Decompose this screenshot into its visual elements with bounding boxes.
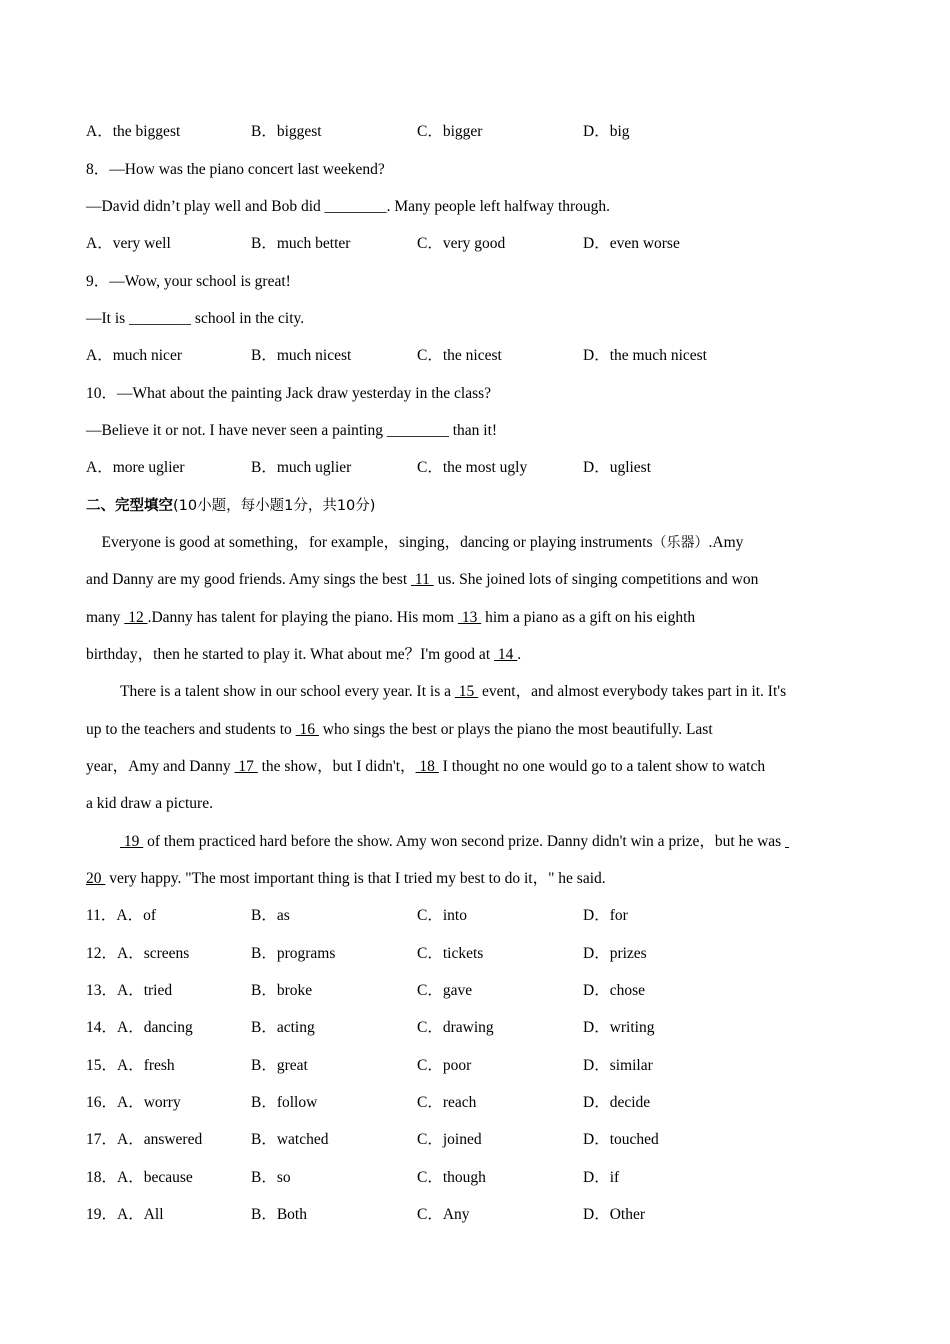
q10-response: —Believe it or not. I have never seen a painting ________ than it!: [86, 422, 498, 439]
q15-option-a: 15．A．fresh: [86, 1057, 175, 1074]
q18-option-b: B．so: [251, 1169, 291, 1186]
blank-17: 17: [234, 758, 258, 775]
passage-cn-note: （乐器）: [652, 535, 709, 551]
blank-16: 16: [295, 721, 319, 738]
q10-option-b: B．much uglier: [251, 459, 352, 476]
passage-text: Everyone is good at something，for example，singing，dancing or playing instruments: [86, 534, 653, 551]
q19-option-c: C．Any: [417, 1206, 470, 1223]
passage-text: year，Amy and Danny: [86, 758, 235, 775]
q14-option-c: C．drawing: [417, 1019, 494, 1036]
q7-option-d: D．big: [583, 123, 630, 140]
passage-p2-line1: [120, 682, 786, 702]
q12-option-d: D．prizes: [583, 945, 647, 962]
q12-option-b: B．programs: [251, 945, 336, 962]
q10-option-c: C．the most ugly: [417, 459, 528, 476]
passage-text: event，and almost everybody takes part in it. It's: [478, 683, 787, 700]
q16-option-d: D．decide: [583, 1094, 651, 1111]
passage-p2-line3: [86, 757, 765, 777]
q18-option-c: C．though: [417, 1169, 486, 1186]
q16-option-c: C．reach: [417, 1094, 477, 1111]
blank-11: 11: [411, 571, 434, 588]
q11-option-b: B．as: [251, 907, 290, 924]
q8-stem: 8．—How was the piano concert last weekend?: [86, 161, 385, 178]
q15-option-b: B．great: [251, 1057, 308, 1074]
q9-option-d: D．the much nicest: [583, 347, 707, 364]
blank-20-start: [785, 833, 789, 850]
q8-option-a: A．very well: [86, 235, 171, 252]
q14-option-d: D．writing: [583, 1019, 655, 1036]
section-note: (10小题，每小题1分，共10分): [173, 498, 376, 514]
passage-p1-line2: [86, 570, 758, 590]
q15-option-d: D．similar: [583, 1057, 653, 1074]
blank-19: 19: [120, 833, 144, 850]
q19-option-b: B．Both: [251, 1206, 307, 1223]
q7-option-b: B．biggest: [251, 123, 322, 140]
q9-option-b: B．much nicest: [251, 347, 352, 364]
q17-option-b: B．watched: [251, 1131, 329, 1148]
blank-15: 15: [454, 683, 479, 700]
blank-20: 20: [86, 870, 106, 887]
passage-text: of them practiced hard before the show. Amy won second prize. Danny didn't win a prize，but he was: [143, 833, 786, 850]
q19-option-a: 19．A．All: [86, 1206, 164, 1223]
q10-option-d: D．ugliest: [583, 459, 652, 476]
q8-option-d: D．even worse: [583, 235, 680, 252]
q17-option-d: D．touched: [583, 1131, 659, 1148]
passage-text: There is a talent show in our school every year. It is a: [120, 683, 455, 700]
blank-18: 18: [415, 758, 439, 775]
q7-option-c: C．bigger: [417, 123, 483, 140]
q9-response: —It is ________ school in the city.: [86, 310, 305, 327]
q9-option-c: C．the nicest: [417, 347, 502, 364]
passage-p2-line2: [86, 720, 713, 740]
q11-option-a: 11．A．of: [86, 907, 157, 924]
q9-option-a: A．much nicer: [86, 347, 182, 364]
passage-p3-line2: [86, 869, 606, 889]
passage-text: I thought no one would go to a talent show to watch: [438, 758, 766, 775]
q12-option-c: C．tickets: [417, 945, 484, 962]
q15-option-c: C．poor: [417, 1057, 472, 1074]
passage-text: the show，but I didn't，: [257, 758, 416, 775]
q13-option-d: D．chose: [583, 982, 645, 999]
q11-option-c: C．into: [417, 907, 467, 924]
q17-option-c: C．joined: [417, 1131, 482, 1148]
q19-option-d: D．Other: [583, 1206, 645, 1223]
q14-option-a: 14．A．dancing: [86, 1019, 193, 1036]
passage-p1-line1: [86, 533, 743, 553]
passage-text: .Amy: [708, 534, 744, 551]
passage-text: who sings the best or plays the piano the most beautifully. Last: [318, 721, 713, 738]
blank-14: 14: [494, 646, 518, 663]
blank-13: 13: [457, 609, 482, 626]
passage-p1-line3: [86, 608, 695, 628]
q9-stem: 9．—Wow, your school is great!: [86, 273, 291, 290]
q13-option-c: C．gave: [417, 982, 473, 999]
passage-text: .Danny has talent for playing the piano. His mom: [147, 609, 458, 626]
passage-p2-line4: a kid draw a picture.: [86, 795, 213, 812]
passage-text: and Danny are my good friends. Amy sings the best: [86, 571, 412, 588]
q10-option-a: A．more uglier: [86, 459, 185, 476]
q18-option-a: 18．A．because: [86, 1169, 193, 1186]
q11-option-d: D．for: [583, 907, 628, 924]
q14-option-b: B．acting: [251, 1019, 315, 1036]
q12-option-a: 12．A．screens: [86, 945, 190, 962]
passage-text: very happy. "The most important thing is that I tried my best to do it，" he said.: [105, 870, 606, 887]
q8-response: —David didn’t play well and Bob did ________. Many people left halfway through.: [86, 198, 611, 215]
q8-option-b: B．much better: [251, 235, 351, 252]
passage-p3-line1: [120, 832, 789, 852]
passage-text: .: [517, 646, 522, 663]
q10-stem: 10．—What about the painting Jack draw yesterday in the class?: [86, 385, 492, 402]
q13-option-a: 13．A．tried: [86, 982, 173, 999]
passage-text: birthday，then he started to play it. What about me？I'm good at: [86, 646, 494, 663]
passage-text: up to the teachers and students to: [86, 721, 296, 738]
q18-option-d: D．if: [583, 1169, 620, 1186]
q13-option-b: B．broke: [251, 982, 313, 999]
q16-option-a: 16．A．worry: [86, 1094, 181, 1111]
section-title: 二、完型填空: [86, 498, 173, 514]
q7-option-a: A．the biggest: [86, 123, 181, 140]
q8-option-c: C．very good: [417, 235, 506, 252]
section-heading: [86, 496, 375, 516]
passage-text: us. She joined lots of singing competitions and won: [433, 571, 759, 588]
blank-12: 12: [124, 609, 148, 626]
passage-text: many: [86, 609, 125, 626]
q17-option-a: 17．A．answered: [86, 1131, 203, 1148]
q16-option-b: B．follow: [251, 1094, 318, 1111]
passage-text: him a piano as a gift on his eighth: [481, 609, 696, 626]
passage-p1-line4: [86, 645, 521, 665]
